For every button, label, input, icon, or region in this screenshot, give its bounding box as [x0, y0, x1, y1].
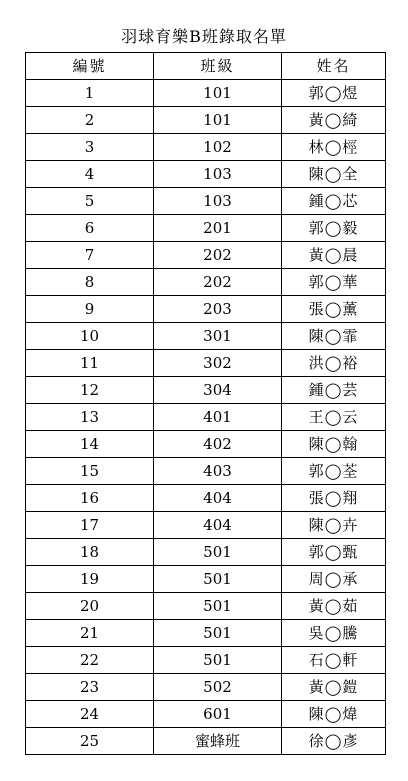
cell-class: 102 — [154, 134, 282, 161]
document-title: 羽球育樂B班錄取名單 — [121, 27, 287, 46]
table-row — [26, 377, 386, 404]
table-row — [26, 566, 386, 593]
cell-class: 202 — [154, 269, 282, 296]
cell-class: 101 — [154, 80, 282, 107]
table-body — [26, 80, 386, 755]
cell-student-name: 陳◯卉 — [282, 512, 386, 539]
cell-class: 101 — [154, 107, 282, 134]
cell-class: 501 — [154, 647, 282, 674]
cell-number: 20 — [26, 593, 154, 620]
cell-number: 2 — [26, 107, 154, 134]
cell-number: 12 — [26, 377, 154, 404]
cell-class: 501 — [154, 620, 282, 647]
cell-class: 202 — [154, 242, 282, 269]
cell-student-name: 郭◯毅 — [282, 215, 386, 242]
cell-number: 24 — [26, 701, 154, 728]
cell-class: 402 — [154, 431, 282, 458]
table-row — [26, 107, 386, 134]
cell-class: 601 — [154, 701, 282, 728]
cell-student-name: 黃◯茹 — [282, 593, 386, 620]
table-row — [26, 80, 386, 107]
table-row — [26, 188, 386, 215]
cell-class: 301 — [154, 323, 282, 350]
cell-student-name: 郭◯華 — [282, 269, 386, 296]
cell-number: 25 — [26, 728, 154, 755]
cell-class: 501 — [154, 593, 282, 620]
table-row — [26, 323, 386, 350]
header-number: 編號 — [26, 53, 154, 80]
table-row — [26, 458, 386, 485]
cell-number: 17 — [26, 512, 154, 539]
table-row — [26, 620, 386, 647]
cell-student-name: 林◯桱 — [282, 134, 386, 161]
cell-student-name: 周◯承 — [282, 566, 386, 593]
cell-class: 103 — [154, 161, 282, 188]
cell-student-name: 陳◯翰 — [282, 431, 386, 458]
table-row — [26, 647, 386, 674]
cell-class: 103 — [154, 188, 282, 215]
cell-class: 302 — [154, 350, 282, 377]
table-header-row — [26, 53, 386, 80]
cell-student-name: 張◯翔 — [282, 485, 386, 512]
cell-class: 404 — [154, 512, 282, 539]
cell-student-name: 陳◯煒 — [282, 701, 386, 728]
header-name: 姓名 — [282, 53, 386, 80]
cell-student-name: 郭◯甄 — [282, 539, 386, 566]
table-row — [26, 215, 386, 242]
cell-class: 401 — [154, 404, 282, 431]
cell-student-name: 王◯云 — [282, 404, 386, 431]
table-row — [26, 269, 386, 296]
cell-student-name: 陳◯全 — [282, 161, 386, 188]
cell-number: 7 — [26, 242, 154, 269]
table-row — [26, 350, 386, 377]
cell-student-name: 吳◯騰 — [282, 620, 386, 647]
cell-number: 5 — [26, 188, 154, 215]
table-row — [26, 485, 386, 512]
cell-student-name: 石◯軒 — [282, 647, 386, 674]
cell-number: 22 — [26, 647, 154, 674]
cell-student-name: 洪◯裕 — [282, 350, 386, 377]
table-row — [26, 242, 386, 269]
cell-number: 9 — [26, 296, 154, 323]
cell-student-name: 黃◯綺 — [282, 107, 386, 134]
cell-class: 403 — [154, 458, 282, 485]
table-row — [26, 701, 386, 728]
cell-number: 3 — [26, 134, 154, 161]
cell-number: 13 — [26, 404, 154, 431]
table-row — [26, 161, 386, 188]
cell-class: 404 — [154, 485, 282, 512]
cell-student-name: 郭◯煜 — [282, 80, 386, 107]
cell-number: 21 — [26, 620, 154, 647]
cell-student-name: 鍾◯芯 — [282, 188, 386, 215]
cell-number: 4 — [26, 161, 154, 188]
cell-number: 15 — [26, 458, 154, 485]
cell-class: 304 — [154, 377, 282, 404]
cell-student-name: 陳◯霏 — [282, 323, 386, 350]
cell-class: 203 — [154, 296, 282, 323]
cell-class: 蜜蜂班 — [154, 728, 282, 755]
table-row — [26, 296, 386, 323]
table-row — [26, 593, 386, 620]
cell-number: 6 — [26, 215, 154, 242]
cell-number: 11 — [26, 350, 154, 377]
table-row — [26, 512, 386, 539]
admission-list-table — [25, 52, 386, 755]
cell-class: 502 — [154, 674, 282, 701]
header-class: 班級 — [154, 53, 282, 80]
cell-number: 23 — [26, 674, 154, 701]
cell-number: 16 — [26, 485, 154, 512]
cell-number: 18 — [26, 539, 154, 566]
table-row — [26, 674, 386, 701]
cell-class: 501 — [154, 539, 282, 566]
cell-student-name: 黃◯晨 — [282, 242, 386, 269]
cell-number: 1 — [26, 80, 154, 107]
table-row — [26, 404, 386, 431]
cell-student-name: 徐◯彥 — [282, 728, 386, 755]
cell-class: 201 — [154, 215, 282, 242]
cell-student-name: 郭◯荃 — [282, 458, 386, 485]
table-row — [26, 134, 386, 161]
cell-student-name: 張◯薰 — [282, 296, 386, 323]
table-row — [26, 728, 386, 755]
cell-student-name: 鍾◯芸 — [282, 377, 386, 404]
cell-student-name: 黃◯鎧 — [282, 674, 386, 701]
cell-number: 10 — [26, 323, 154, 350]
cell-number: 14 — [26, 431, 154, 458]
cell-number: 8 — [26, 269, 154, 296]
cell-class: 501 — [154, 566, 282, 593]
table-row — [26, 539, 386, 566]
cell-number: 19 — [26, 566, 154, 593]
table-row — [26, 431, 386, 458]
